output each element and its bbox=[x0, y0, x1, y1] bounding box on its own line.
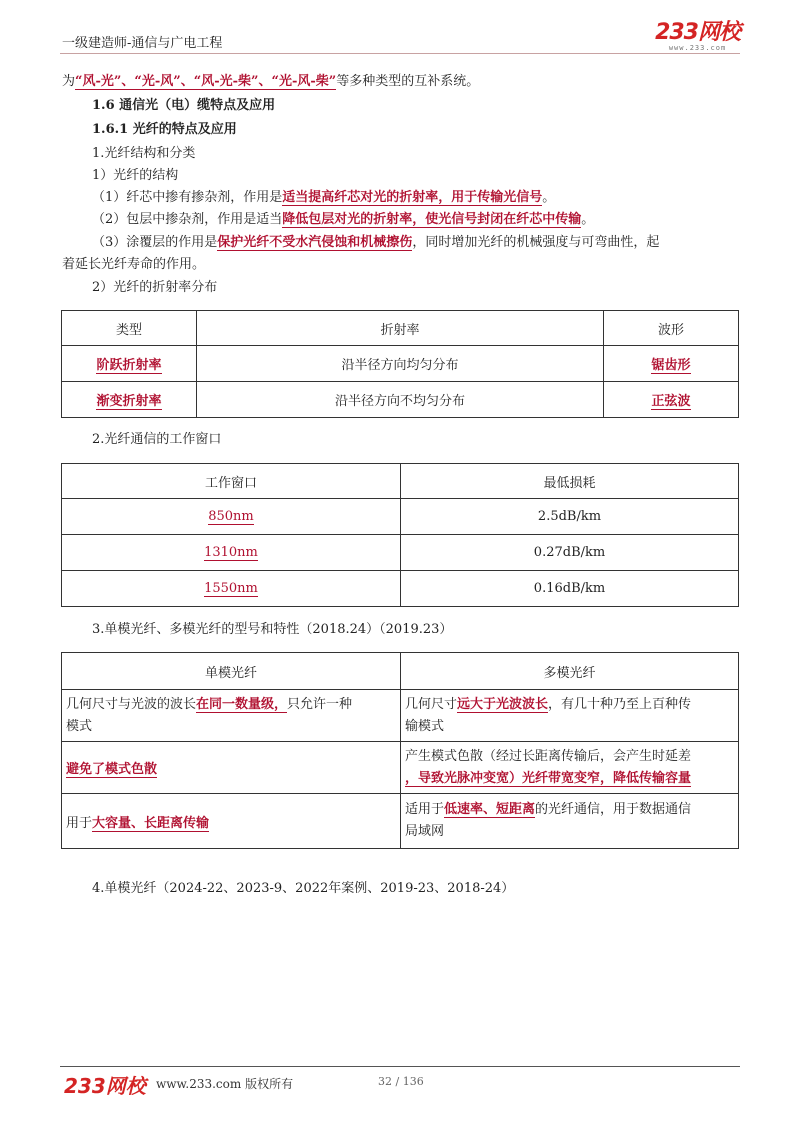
table-header: 类型 bbox=[62, 311, 197, 346]
para-coating: （3）涂覆层的作用是保护光纤不受水汽侵蚀和机械擦伤，同时增加光纤的机械强度与可弯曲性，起 bbox=[92, 235, 660, 250]
table-row: 1310nm 0.27dB/km bbox=[62, 535, 739, 571]
section-structure: 1.光纤结构和分类 bbox=[92, 146, 196, 161]
table-row: 阶跃折射率 沿半径方向均匀分布 锯齿形 bbox=[62, 346, 739, 382]
intro-line: 为“风-光”、“光-风”、“风-光-柴”、“光-风-柴”等多种类型的互补系统。 bbox=[62, 74, 480, 89]
subsection-structure: 1）光纤的结构 bbox=[92, 168, 179, 183]
footer-divider bbox=[60, 1066, 740, 1067]
footer-copyright: www.233.com 版权所有 bbox=[156, 1077, 294, 1091]
logo-text: 233网校 bbox=[655, 20, 740, 45]
section-single-mode: 4.单模光纤（2024-22、2023-9、2022年案例、2019-23、2018-24） bbox=[92, 881, 515, 896]
section-single-multi: 3.单模光纤、多模光纤的型号和特性（2018.24）（2019.23） bbox=[92, 622, 453, 637]
page-number: 32 / 136 bbox=[378, 1075, 424, 1088]
table-row: 850nm 2.5dB/km bbox=[62, 499, 739, 535]
document-title: 一级建造师-通信与广电工程 bbox=[62, 36, 223, 51]
table-row: 渐变折射率 沿半径方向不均匀分布 正弦波 bbox=[62, 382, 739, 418]
header-divider bbox=[60, 53, 740, 54]
heading-1-6: 1.6 通信光（电）缆特点及应用 bbox=[92, 98, 276, 113]
refraction-table bbox=[61, 310, 739, 418]
logo-url: www.233.com bbox=[668, 44, 727, 52]
intro-highlight: “风-光”、“光-风”、“风-光-柴”、“光-风-柴” bbox=[75, 74, 337, 89]
table-row: 1550nm 0.16dB/km bbox=[62, 571, 739, 607]
footer-logo[interactable]: 233网校 bbox=[64, 1074, 146, 1098]
table-row: 几何尺寸与光波的波长在同一数量级，只允许一种 模式 几何尺寸远大于光波波长，有几十种乃至上百种传 输模式 bbox=[62, 690, 739, 742]
table-row: 避免了模式色散 产生模式色散（经过长距离传输后，会产生时延差 ，导致光脉冲变宽）光纤带宽变窄，降低传输容量 bbox=[62, 742, 739, 794]
para-coating-cont: 着延长光纤寿命的作用。 bbox=[62, 257, 206, 272]
brand-logo[interactable] bbox=[655, 22, 740, 52]
subsection-refraction: 2）光纤的折射率分布 bbox=[92, 280, 218, 295]
windows-table: 工作窗口 最低损耗 850nm 2.5dB/km 1310nm 0.27dB/km 1550nm 0.16dB/km bbox=[61, 463, 739, 607]
heading-1-6-1: 1.6.1 光纤的特点及应用 bbox=[92, 122, 237, 137]
table-header: 波形 bbox=[604, 311, 739, 346]
table-header: 折射率 bbox=[197, 311, 604, 346]
para-core: （1）纤芯中掺有掺杂剂，作用是适当提高纤芯对光的折射率，用于传输光信号。 bbox=[92, 190, 556, 205]
section-windows: 2.光纤通信的工作窗口 bbox=[92, 432, 222, 447]
para-cladding: （2）包层中掺杂剂，作用是适当降低包层对光的折射率，使光信号封闭在纤芯中传输。 bbox=[92, 212, 595, 227]
table-row: 用于大容量、长距离传输 适用于低速率、短距离的光纤通信，用于数据通信 局域网 bbox=[62, 794, 739, 849]
fiber-mode-table: 单模光纤 多模光纤 几何尺寸与光波的波长在同一数量级，只允许一种 模式 几何尺寸远大于光波波长，有几十种乃至上百种传 输模式 避免了模式色散 产生模式色散（经过长距离传输后，会产生时延差 ，导致光脉冲变宽）光纤带宽变窄，降低传输容量 用于大容量、长距离传输 适用于低速率、短距离的光纤通信，用于数据通信 局域网 bbox=[61, 652, 739, 849]
